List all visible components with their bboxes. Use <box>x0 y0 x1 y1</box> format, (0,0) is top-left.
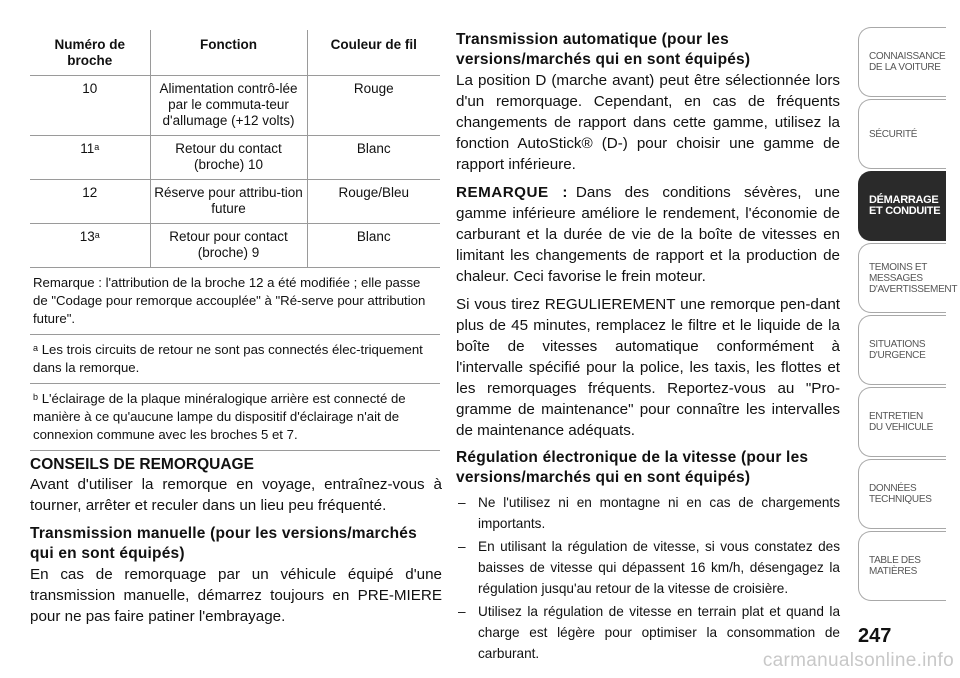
footnote-b-text: L'éclairage de la plaque minéralogique arrière est connecté de manière à ce qu'aucune lampe du dispositif d'éclairage n'ait de connexion commune avec les broches 5 et 7. <box>33 391 406 442</box>
remarque-label: REMARQUE : <box>456 184 568 201</box>
table-row <box>30 224 440 268</box>
list-item <box>456 536 840 599</box>
right-column-text <box>456 30 840 666</box>
pin-number: 10 <box>82 81 98 96</box>
towing-tips-heading: CONSEILS DE REMORQUAGE <box>30 456 254 473</box>
tab-connaissance[interactable]: CONNAISSANCE DE LA VOITURE <box>858 27 946 97</box>
table-note-row <box>30 268 440 335</box>
tab-entretien[interactable]: ENTRETIEN DU VEHICULE <box>858 387 946 457</box>
header-pin-number: Numéro de broche <box>30 30 150 76</box>
pin-number-cell <box>30 224 150 268</box>
tab-donnees[interactable]: DONNÉES TECHNIQUES <box>858 459 946 529</box>
dash-bullet: – <box>458 495 466 510</box>
wire-color-cell: Rouge/Bleu <box>338 185 410 200</box>
dash-bullet: – <box>458 539 466 554</box>
pin-number-cell <box>30 76 150 136</box>
tab-situations[interactable]: SITUATIONS D'URGENCE <box>858 315 946 385</box>
table-remark: Remarque : l'attribution de la broche 12 a été modifiée ; elle passe de "Codage pour remorque accouplée" à "Ré-serve pour attribution future". <box>30 268 440 335</box>
pin-number-cell <box>30 136 150 180</box>
table-note-row <box>30 384 440 451</box>
page-number: 247 <box>858 625 892 647</box>
wire-color-cell: Blanc <box>356 229 391 244</box>
table-row <box>30 136 440 180</box>
footnote-b <box>30 384 440 451</box>
footnote-a-mark: a <box>33 343 39 353</box>
table-row <box>30 76 440 136</box>
tab-securite[interactable]: SÉCURITÉ <box>858 99 946 169</box>
list-item <box>456 492 840 534</box>
table-header-row <box>30 30 440 76</box>
cruise-control-heading: Régulation électronique de la vitesse (pour les versions/marchés qui en sont équipés) <box>456 449 809 486</box>
footnote-a <box>30 335 440 384</box>
remarque-paragraph <box>456 182 840 287</box>
pin-number: 12 <box>82 185 98 200</box>
tab-table-matieres[interactable]: TABLE DES MATIÈRES <box>858 531 946 601</box>
tab-temoins[interactable]: TEMOINS ET MESSAGES D'AVERTISSEMENT <box>858 243 946 313</box>
footnote-b-mark: b <box>33 392 39 402</box>
tab-demarrage[interactable]: DÉMARRAGE ET CONDUITE <box>858 171 946 241</box>
left-column-text <box>30 455 442 627</box>
manual-transmission-heading: Transmission manuelle (pour les versions/marchés qui en sont équipés) <box>30 525 417 562</box>
table-row <box>30 180 440 224</box>
wire-color-cell: Blanc <box>356 141 391 156</box>
automatic-transmission-heading: Transmission automatique (pour les versions/marchés qui en sont équipés) <box>456 31 751 68</box>
list-item-text: Ne l'utilisez ni en montagne ni en cas de chargements importants. <box>478 495 840 531</box>
function-cell: Retour pour contact (broche) 9 <box>150 224 307 268</box>
list-item-text: Utilisez la régulation de vitesse en terrain plat et quand la charge est légère pour optimiser la consommation de carburant. <box>478 604 840 661</box>
pin-number-cell <box>30 180 150 224</box>
footnote-mark: a <box>94 230 100 240</box>
function-cell: Réserve pour attribu-tion future <box>150 180 307 224</box>
table-note-row <box>30 335 440 384</box>
watermark: carmanualsonline.info <box>762 650 954 671</box>
towing-tips-paragraph: Avant d'utiliser la remorque en voyage, entraînez-vous à tourner, arrêter et reculer dans un lieu peu fréquenté. <box>30 476 442 514</box>
pin-number: 11 <box>80 141 95 156</box>
cruise-control-list <box>456 492 840 664</box>
footnote-a-text: Les trois circuits de retour ne sont pas connectés élec-triquement dans la remorque. <box>33 342 423 375</box>
function-cell: Retour du contact (broche) 10 <box>150 136 307 180</box>
chapter-tabs <box>858 27 958 603</box>
footnote-mark: a <box>94 142 100 152</box>
header-function: Fonction <box>150 30 307 76</box>
header-wire-color: Couleur de fil <box>330 37 417 52</box>
dash-bullet: – <box>458 604 466 619</box>
pin-number: 13 <box>79 229 95 244</box>
regular-towing-paragraph: Si vous tirez REGULIEREMENT une remorque pen-dant plus de 45 minutes, remplacez le filtre et le liquide de la boîte de vitesses automatique conformément à l'intervalle spécifié pour la police, les taxis, les flottes et les remorquages fréquents. Reportez-vous au "Pro-gramme de maintenance" pour connaître les intervalles de maintenance adéquats. <box>456 296 840 439</box>
function-cell: Alimentation contrô-lée par le commuta-teur d'allumage (+12 volts) <box>150 76 307 136</box>
pin-function-table <box>30 30 440 451</box>
list-item-text: En utilisant la régulation de vitesse, si vous constatez des baisses de vitesse qui dépassent 16 km/h, désengagez la régulation jusqu'au retour de la vitesse de croisière. <box>478 539 840 596</box>
wire-color-cell: Rouge <box>353 81 394 96</box>
remarque-text: Dans des conditions sévères, une gamme inférieure améliore le rendement, l'économie de carburant et la durée de vie de la boîte de vitesses en limitant les changements de rapport et la production de chaleur. Ceci favorise le frein moteur. <box>456 184 841 285</box>
automatic-transmission-paragraph: La position D (marche avant) peut être sélectionnée lors d'un remorquage. Cependant, en cas de fréquents changements de rapport dans cette gamme, utilisez la fonction AutoStick® (D-) pour choisir une gamme de rapport inférieure. <box>456 72 840 173</box>
manual-transmission-paragraph: En cas de remorquage par un véhicule équipé d'une transmission manuelle, démarrez toujours en PRE-MIERE pour ne pas faire patiner l'embrayage. <box>30 566 442 625</box>
